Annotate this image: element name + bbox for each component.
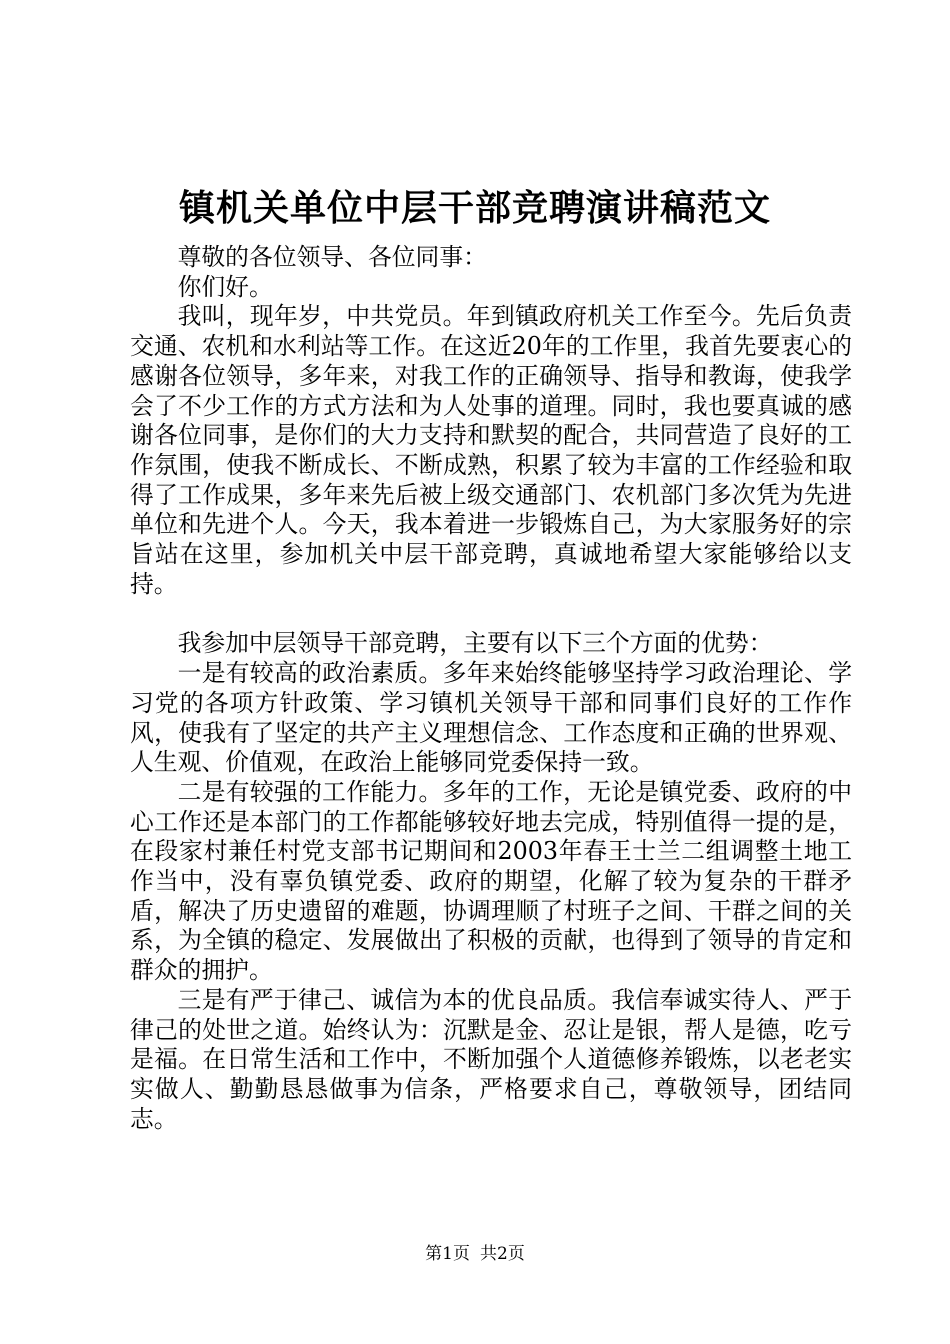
- paragraph-advantage-three: 三是有严于律己、诚信为本的优良品质。我信奉诚实待人、严于律己的处世之道。始终认为：沉默是金、忍让是银，帮人是德，吃亏是福。在日常生活和工作中，不断加强个人道德修养锻炼，以老老实实做人、勤勤恳恳做事为信条，严格要求自己，尊敬领导，团结同志。: [130, 985, 852, 1133]
- page-number: 第1页: [425, 1244, 470, 1264]
- page-total: 共2页: [480, 1244, 525, 1264]
- paragraph-advantage-two: 二是有较强的工作能力。多年的工作，无论是镇党委、政府的中心工作还是本部门的工作都能够较好地去完成，特别值得一提的是，在段家村兼任村党支部书记期间和2003年春王士兰二组调整土地工作当中，没有辜负镇党委、政府的期望，化解了较为复杂的干群矛盾，解决了历史遗留的难题，协调理顺了村班子之间、干群之间的关系，为全镇的稳定、发展做出了积极的贡献，也得到了领导的肯定和群众的拥护。: [130, 777, 852, 985]
- greeting: 你们好。: [177, 272, 273, 301]
- paragraph-advantage-one: 一是有较高的政治素质。多年来始终能够坚持学习政治理论、学习党的各项方针政策、学习镇机关领导干部和同事们良好的工作作风，使我有了坚定的共产主义理想信念、工作态度和正确的世界观、人生观、价值观，在政治上能够同党委保持一致。: [130, 659, 852, 777]
- paragraph-advantages-heading: 我参加中层领导干部竞聘，主要有以下三个方面的优势：: [177, 629, 773, 658]
- salutation: 尊敬的各位领导、各位同事：: [177, 243, 487, 271]
- document-body: [130, 243, 852, 1134]
- document-title: 镇机关单位中层干部竞聘演讲稿范文: [178, 187, 771, 229]
- page-footer: [0, 1242, 950, 1266]
- paragraph-intro: 我叫，现年岁，中共党员。年到镇政府机关工作至今。先后负责交通、农机和水利站等工作。在这近20年的工作里，我首先要衷心的感谢各位领导，多年来，对我工作的正确领导、指导和教诲，使我学会了不少工作的方式方法和为人处事的道理。同时，我也要真诚的感谢各位同事，是你们的大力支持和默契的配合，共同营造了良好的工作氛围，使我不断成长、不断成熟，积累了较为丰富的工作经验和取得了工作成果，多年来先后被上级交通部门、农机部门多次凭为先进单位和先进个人。今天，我本着进一步锻炼自己，为大家服务好的宗旨站在这里，参加机关中层干部竞聘，真诚地希望大家能够给以支持。: [130, 302, 852, 598]
